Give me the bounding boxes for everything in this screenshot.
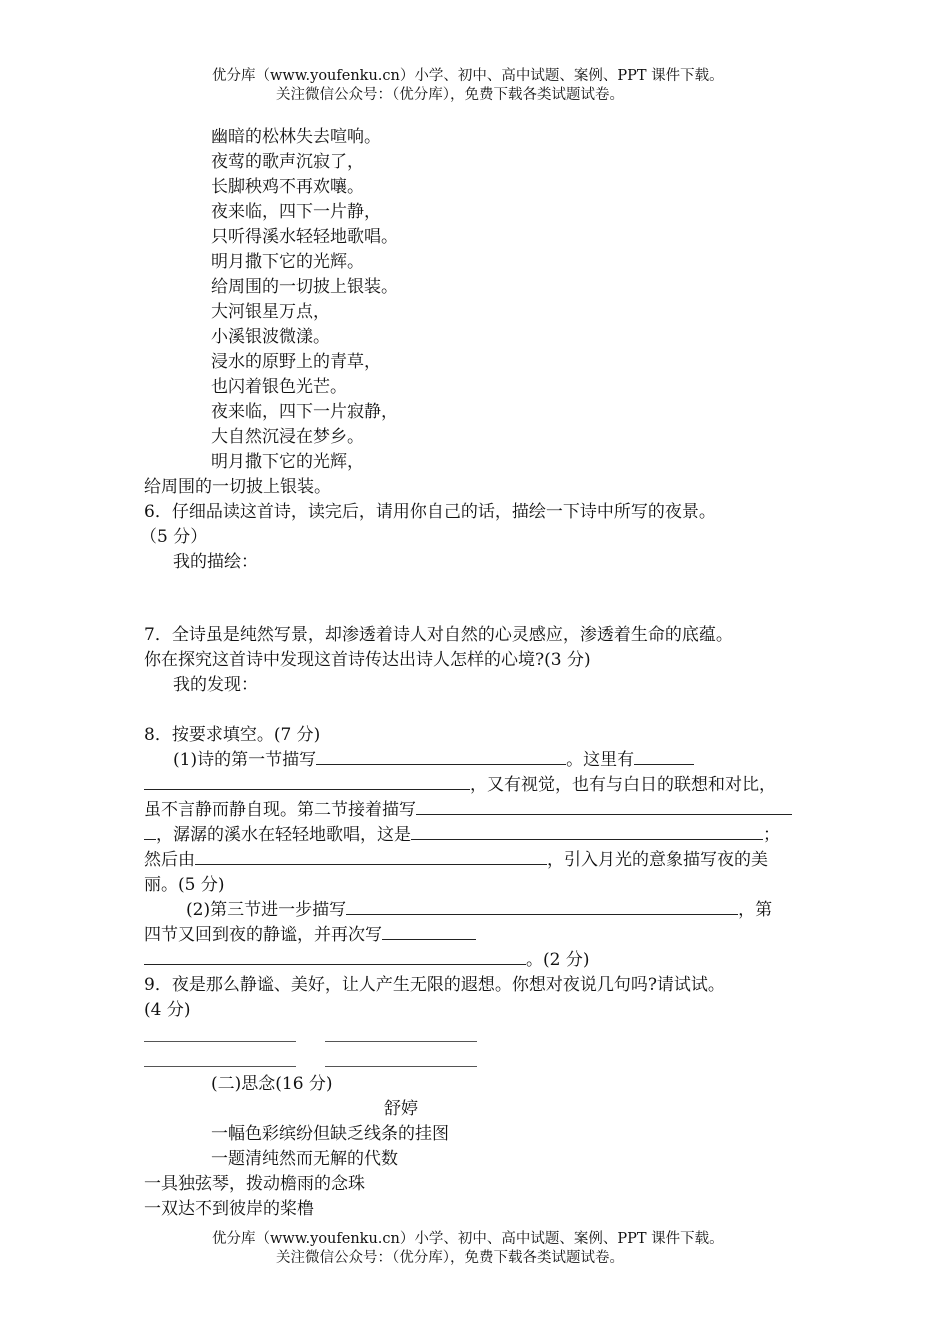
fill-blank[interactable] [346,900,738,915]
poem-author: 舒婷 [384,1099,418,1119]
question-8-2-line2: 四节又回到夜的静谧，并再次写 [144,924,476,946]
fill-blank[interactable] [144,950,526,965]
fill-blank[interactable] [416,800,792,815]
poem-line: 一具独弦琴，拨动檐雨的念珠 [144,1174,365,1194]
poem-line: 小溪银波微漾。 [211,327,330,347]
question-7-text-2: 你在探究这首诗中发现这首诗传达出诗人怎样的心境?(3 分) [144,650,591,670]
page-footer-line1: 优分库（www.youfenku.cn）小学、初中、高中试题、案例、PPT 课件下载。 [212,1231,724,1247]
question-8-1-line6: 丽。(5 分) [144,875,225,895]
poem-line: 给周围的一切披上银装。 [211,277,398,297]
poem-line: 明月撒下它的光辉， [211,452,364,472]
page-header-line2: 关注微信公众号：（优分库），免费下载各类试题试卷。 [276,87,624,103]
answer-line[interactable] [144,1066,296,1067]
question-7-text: 7．全诗虽是纯然写景，却渗透着诗人对自然的心灵感应，渗透着生命的底蕴。 [144,625,733,645]
fill-blank[interactable] [634,750,694,765]
poem-line: 一题清纯然而无解的代数 [211,1149,398,1169]
poem-line: 给周围的一切披上银装。 [144,477,331,497]
question-8-title: 8．按要求填空。(7 分) [144,725,321,745]
question-8-2-line1: (2)第三节进一步描写 ，第 [186,900,773,920]
poem-line: 夜莺的歌声沉寂了， [211,152,364,172]
poem-line: 只听得溪水轻轻地歌唱。 [211,227,398,247]
poem-line: 一双达不到彼岸的桨橹 [144,1199,314,1219]
question-9-text: 9．夜是那么静谧、美好，让人产生无限的遐想。你想对夜说几句吗?请试试。 [144,975,725,995]
question-6-text: 6．仔细品读这首诗，读完后，请用你自己的话，描绘一下诗中所写的夜景。 [144,502,716,522]
question-9-score: (4 分) [144,1000,191,1020]
answer-line[interactable] [325,1066,477,1067]
poem-line: 一幅色彩缤纷但缺乏线条的挂图 [211,1124,449,1144]
poem-line: 明月撒下它的光辉。 [211,252,364,272]
poem-line: 夜来临，四下一片寂静， [211,402,398,422]
fill-blank[interactable] [144,825,156,840]
poem-line: 也闪着银色光芒。 [211,377,347,397]
section-2-title: (二)思念(16 分) [211,1074,333,1094]
fill-blank[interactable] [411,825,763,840]
question-8-1-line4: ，潺潺的溪水在轻轻地歌唱，这是 ； [144,824,780,846]
fill-blank[interactable] [316,750,566,765]
question-6-answer-label: 我的描绘： [173,552,258,572]
question-8-1-line2: ，又有视觉，也有与白日的联想和对比， [144,774,776,796]
poem-line: 浸水的原野上的青草， [211,352,381,372]
poem-line: 大河银星万点， [211,302,330,322]
question-8-1-line5: 然后由 ，引入月光的意象描写夜的美 [144,850,768,870]
question-7-answer-label: 我的发现： [173,675,258,695]
question-8-2-line3: 。(2 分) [144,949,589,971]
page-footer-line2: 关注微信公众号：（优分库），免费下载各类试题试卷。 [276,1250,624,1266]
question-8-1-line1: (1)诗的第一节描写 。这里有 [173,749,694,771]
fill-blank[interactable] [382,925,476,940]
fill-blank[interactable] [144,775,470,790]
question-8-1-line3: 虽不言静而静自现。第二节接着描写 [144,799,792,821]
poem-line: 长脚秧鸡不再欢嚷。 [211,177,364,197]
poem-line: 幽暗的松林失去喧响。 [211,127,381,147]
poem-line: 夜来临，四下一片静， [211,202,381,222]
fill-blank[interactable] [195,850,547,865]
question-6-score: （5 分） [140,527,208,547]
page-header-line1: 优分库（www.youfenku.cn）小学、初中、高中试题、案例、PPT 课件下载。 [212,68,724,84]
answer-line[interactable] [325,1041,477,1042]
answer-line[interactable] [144,1041,296,1042]
poem-line: 大自然沉浸在梦乡。 [211,427,364,447]
